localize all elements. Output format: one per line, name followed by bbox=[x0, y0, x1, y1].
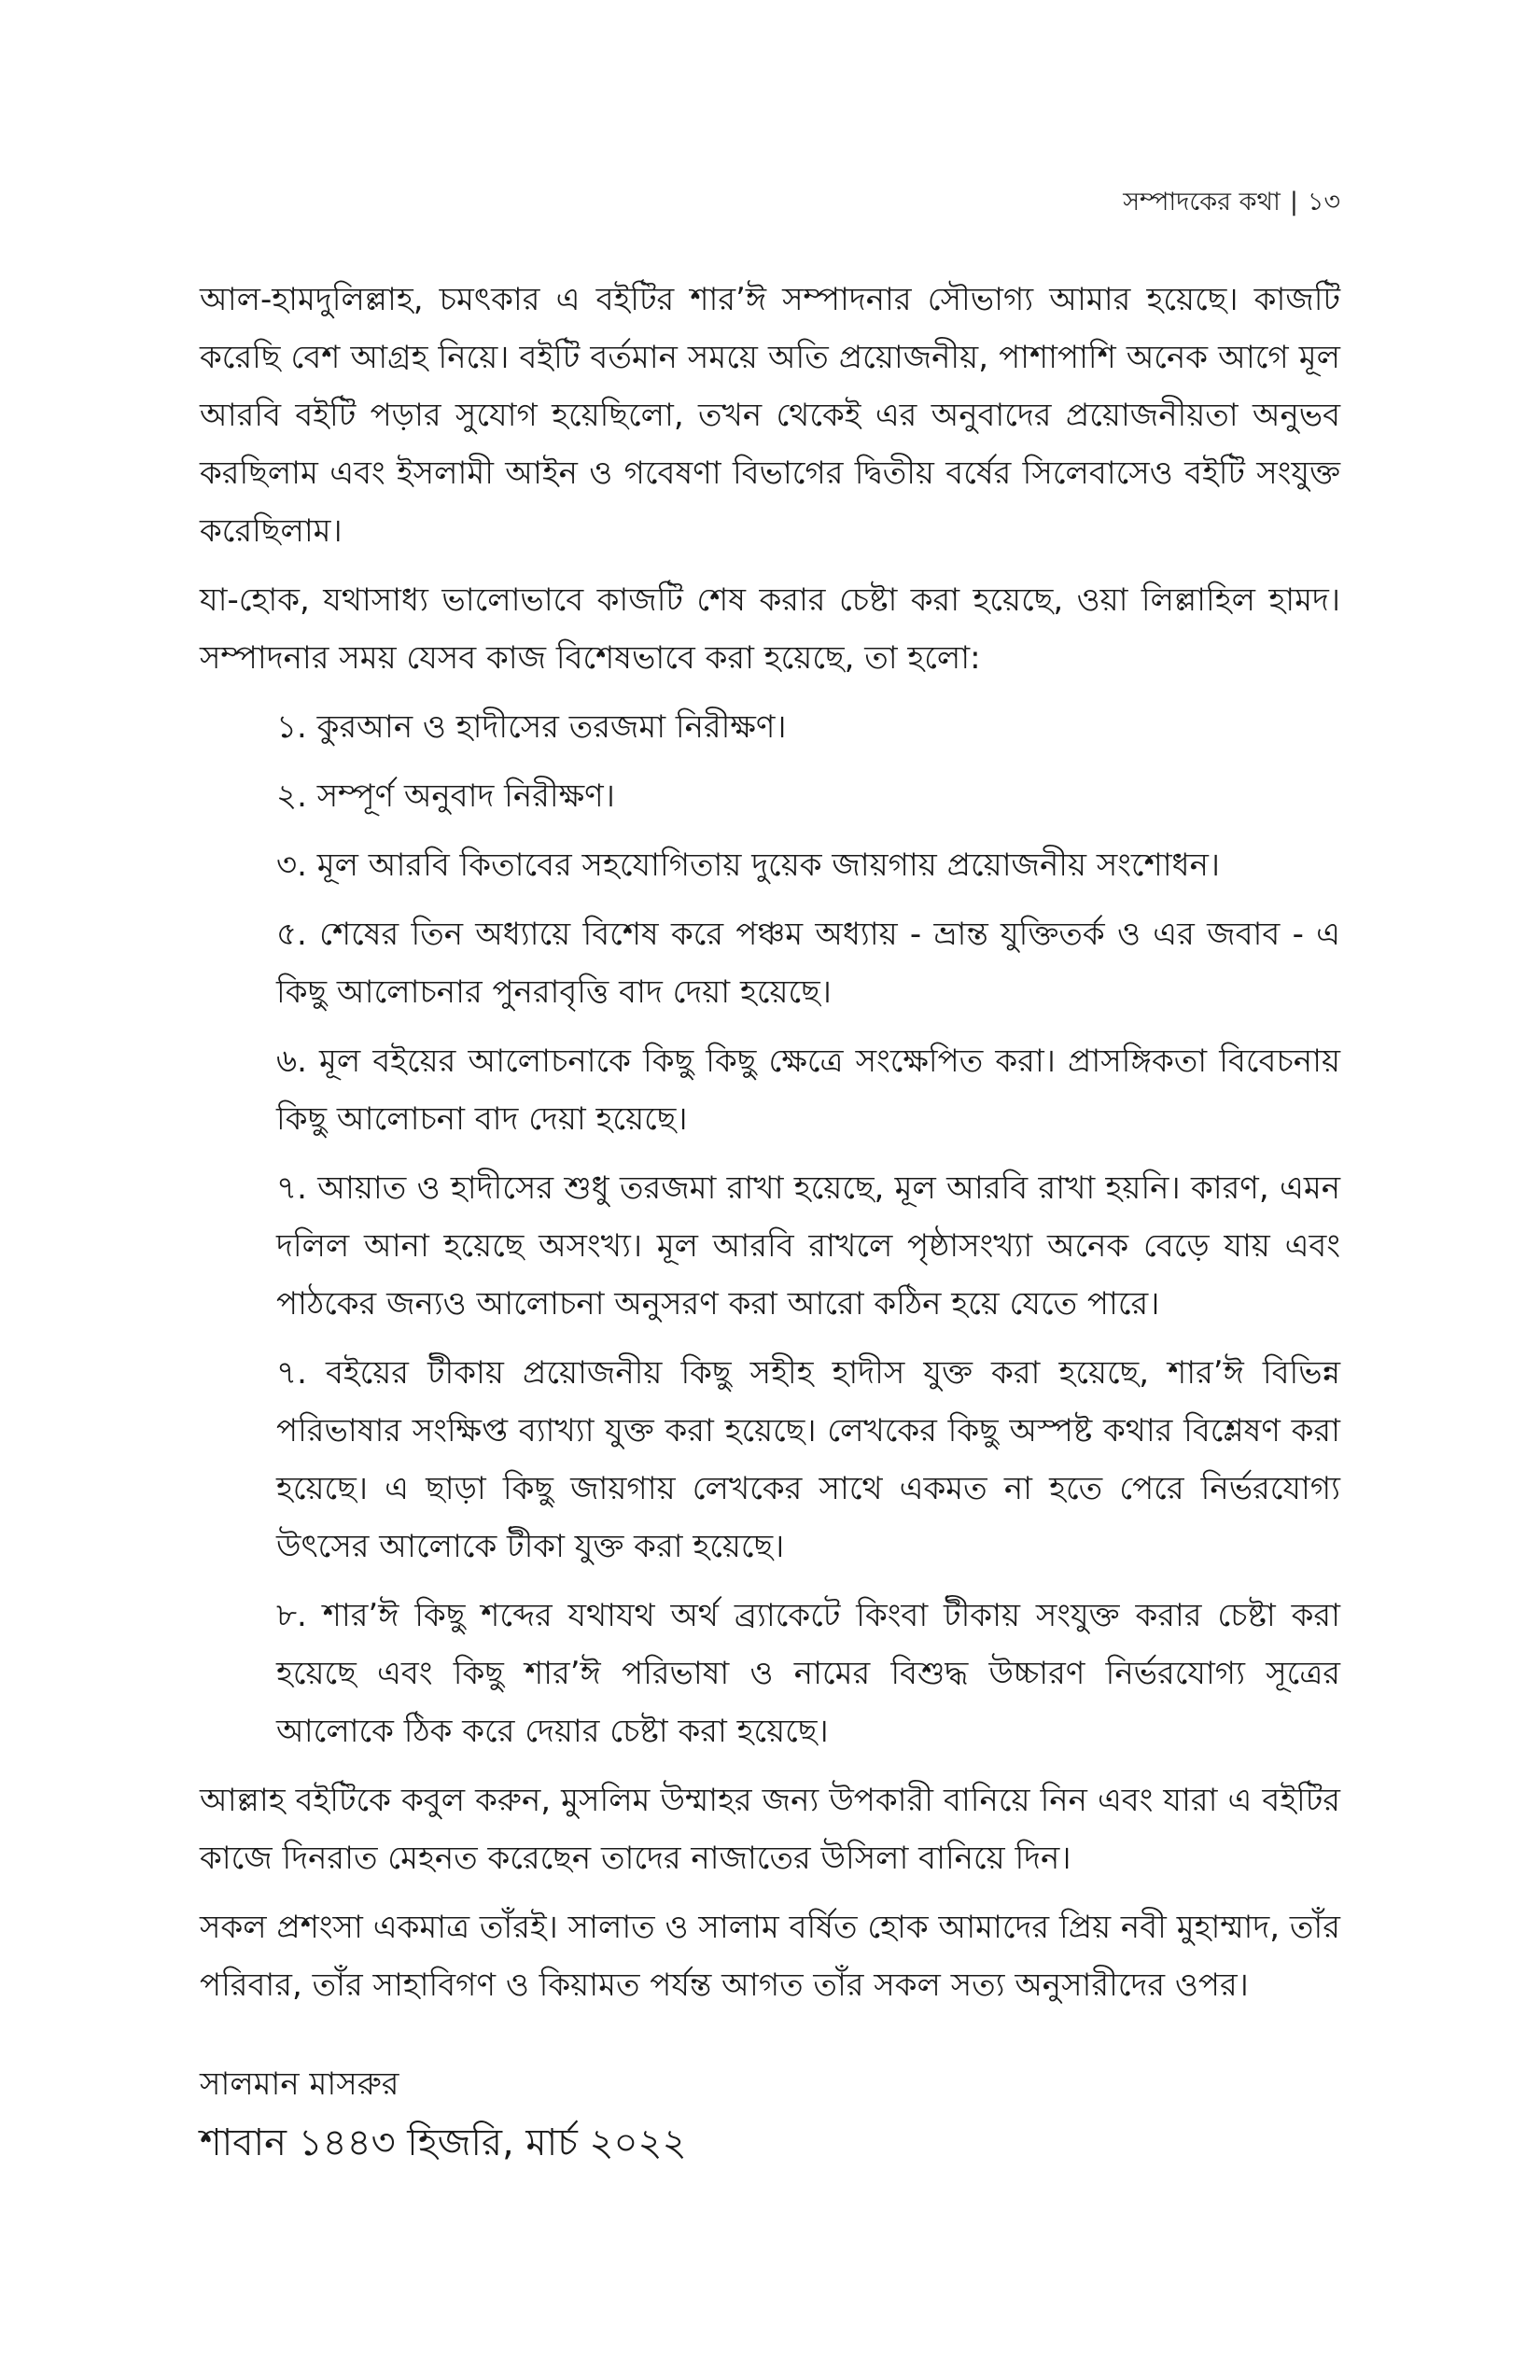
running-head-title: সম্পাদকের কথা bbox=[1123, 188, 1281, 217]
paragraph-praise: সকল প্রশংসা একমাত্র তাঁরই। সালাত ও সালাম বর্ষিত হোক আমাদের প্রিয় নবী মুহাম্মাদ, তাঁর পরিবার, তাঁর সাহাবিগণ ও কিয়ামত পর্যন্ত আগত তাঁর সকল সত্য অনুসারীদের ওপর। bbox=[200, 1909, 1340, 2004]
list-item: ৭. বইয়ের টীকায় প্রয়োজনীয় কিছু সহীহ হাদীস যুক্ত করা হয়েছে, শার’ঈ বিভিন্ন পরিভাষার সংক্ষিপ্ত ব্যাখ্যা যুক্ত করা হয়েছে। লেখকের কিছু অস্পষ্ট কথার বিশ্লেষণ করা হয়েছে। এ ছাড়া কিছু জায়গায় লেখকের সাথে একমত না হতে পেরে নির্ভরযোগ্য উৎসের আলোকে টীকা যুক্ত করা হয়েছে। bbox=[276, 1354, 1340, 1565]
list-item: ৬. মূল বইয়ের আলোচনাকে কিছু কিছু ক্ষেত্রে সংক্ষেপিত করা। প্রাসঙ্গিকতা বিবেচনায় কিছু আলোচনা বাদ দেয়া হয়েছে। bbox=[276, 1043, 1340, 1138]
paragraph-dua: আল্লাহ বইটিকে কবুল করুন, মুসলিম উম্মাহর জন্য উপকারী বানিয়ে নিন এবং যারা এ বইটির কাজে দিনরাত মেহনত করেছেন তাদের নাজাতের উসিলা বানিয়ে দিন। bbox=[200, 1782, 1340, 1877]
list-item: ৩. মূল আরবি কিতাবের সহযোগিতায় দুয়েক জায়গায় প্রয়োজনীয় সংশোধন। bbox=[276, 847, 1221, 884]
signature-name: সালমান মাসরুর bbox=[200, 2065, 399, 2103]
page-number: ১৩ bbox=[1307, 188, 1340, 217]
list-item: ৭. আয়াত ও হাদীসের শুধু তরজমা রাখা হয়েছে, মূল আরবি রাখা হয়নি। কারণ, এমন দলিল আনা হয়েছে অসংখ্য। মূল আরবি রাখলে পৃষ্ঠাসংখ্যা অনেক বেড়ে যায় এবং পাঠকের জন্যও আলোচনা অনুসরণ করা আরো কঠিন হয়ে যেতে পারে। bbox=[276, 1169, 1340, 1323]
page-body bbox=[200, 271, 1340, 2173]
task-list bbox=[200, 698, 1340, 1760]
running-head-separator: | bbox=[1289, 188, 1298, 217]
running-head bbox=[1123, 183, 1340, 225]
list-item: ৫. শেষের তিন অধ্যায়ে বিশেষ করে পঞ্চম অধ্যায় - ভ্রান্ত যুক্তিতর্ক ও এর জবাব - এ কিছু আলোচনার পুনরাবৃত্তি বাদ দেয়া হয়েছে। bbox=[276, 916, 1340, 1011]
list-item: ১. কুরআন ও হাদীসের তরজমা নিরীক্ষণ। bbox=[276, 708, 787, 746]
list-item: ৮. শার’ঈ কিছু শব্দের যথাযথ অর্থ ব্র্যাকেটে কিংবা টীকায় সংযুক্ত করার চেষ্টা করা হয়েছে এবং কিছু শার’ঈ পরিভাষা ও নামের বিশুদ্ধ উচ্চারণ নির্ভরযোগ্য সূত্রের আলোকে ঠিক করে দেয়ার চেষ্টা করা হয়েছে। bbox=[276, 1597, 1340, 1750]
list-item: ২. সম্পূর্ণ অনুবাদ নিরীক্ষণ। bbox=[276, 777, 615, 815]
paragraph-tasks-lead: যা-হোক, যথাসাধ্য ভালোভাবে কাজটি শেষ করার চেষ্টা করা হয়েছে, ওয়া লিল্লাহিল হামদ। সম্পাদনার সময় যেসব কাজ বিশেষভাবে করা হয়েছে, তা হলো: bbox=[200, 581, 1340, 677]
paragraph-intro: আল-হামদুলিল্লাহ, চমৎকার এ বইটির শার’ঈ সম্পাদনার সৌভাগ্য আমার হয়েছে। কাজটি করেছি বেশ আগ্রহ নিয়ে। বইটি বর্তমান সময়ে অতি প্রয়োজনীয়, পাশাপাশি অনেক আগে মূল আরবি বইটি পড়ার সুযোগ হয়েছিলো, তখন থেকেই এর অনুবাদের প্রয়োজনীয়তা অনুভব করছিলাম এবং ইসলামী আইন ও গবেষণা বিভাগের দ্বিতীয় বর্ষের সিলেবাসেও বইটি সংযুক্ত করেছিলাম। bbox=[200, 281, 1340, 550]
signature-date: শাবান ১৪৪৩ হিজরি, মার্চ ২০২২ bbox=[200, 2121, 687, 2164]
signature-block bbox=[200, 2055, 1340, 2173]
